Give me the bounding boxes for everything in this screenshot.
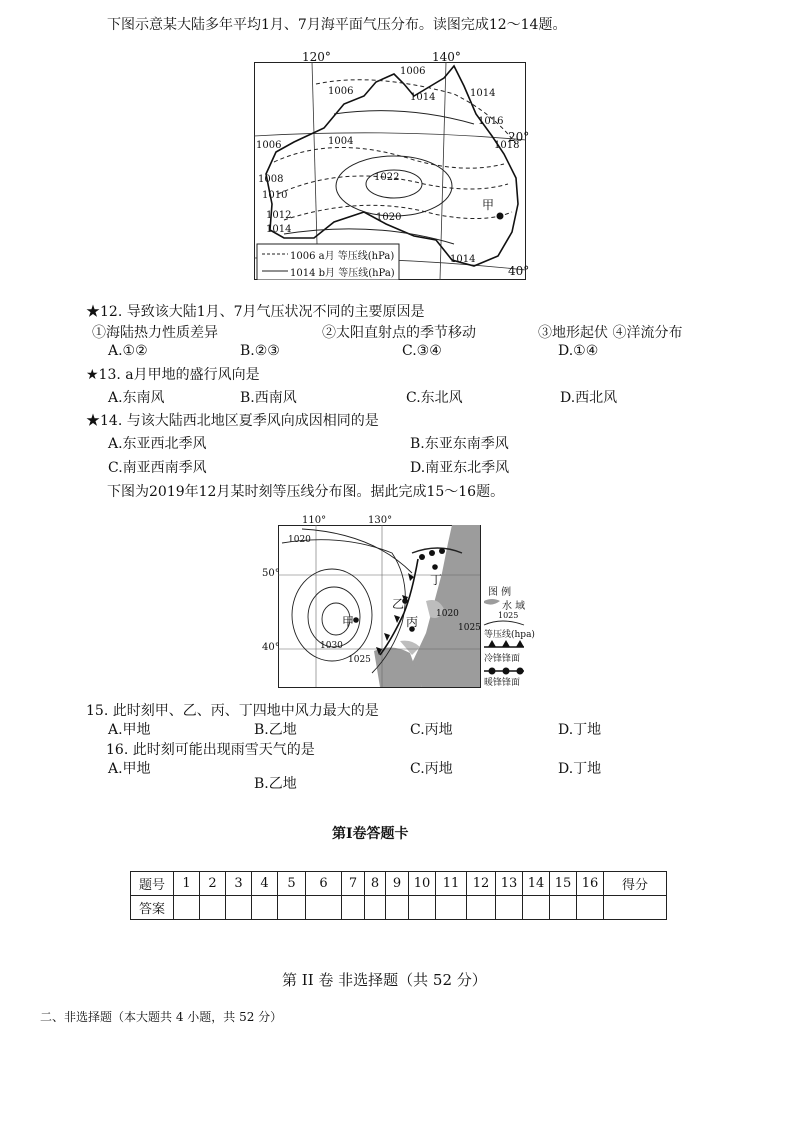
q13-stem: ★13. a月甲地的盛行风向是 xyxy=(86,367,260,383)
q15-option-b: B.乙地 xyxy=(254,722,297,738)
answer-cell[interactable] xyxy=(577,896,604,920)
q12-item-3: ③地形起伏 ④洋流分布 xyxy=(538,325,683,341)
isobar-label: 1018 xyxy=(494,140,520,151)
lon-label-130: 130° xyxy=(368,515,393,526)
isobar-label: 1016 xyxy=(478,116,504,127)
legend-warm-front: 暖锋锋面 xyxy=(484,678,521,688)
lon-label-110: 110° xyxy=(302,515,327,526)
answer-cell[interactable] xyxy=(436,896,467,920)
isobar-label: 1025 xyxy=(348,655,371,665)
answer-cell[interactable] xyxy=(365,896,386,920)
q15-stem: 15. 此时刻甲、乙、丙、丁四地中风力最大的是 xyxy=(86,703,379,719)
isobar-label: 1020 xyxy=(376,212,402,223)
question-number: 6 xyxy=(306,872,342,896)
q12-option-a: A.①② xyxy=(108,343,148,359)
isobar-label: 1012 xyxy=(266,210,292,221)
question-number: 12 xyxy=(467,872,496,896)
question-number: 7 xyxy=(342,872,365,896)
legend-a-month: 1006 a月 等压线(hPa) xyxy=(290,251,395,262)
isobar-label: 1004 xyxy=(328,136,354,147)
isobar-label: 1006 xyxy=(328,86,354,97)
question-number: 13 xyxy=(496,872,523,896)
q12-item-1: ①海陆热力性质差异 xyxy=(92,325,218,341)
q16-option-a: A.甲地 xyxy=(108,761,151,777)
q13-option-a: A.东南风 xyxy=(108,390,165,406)
q13-option-c: C.东北风 xyxy=(406,390,463,406)
q15-option-d: D.丁地 xyxy=(558,722,602,738)
answer-cell[interactable] xyxy=(467,896,496,920)
question-number: 9 xyxy=(386,872,409,896)
legend-cold-front: 冷锋锋面 xyxy=(484,654,521,664)
lat-label-50: 50° xyxy=(262,568,280,579)
q12-stem: ★12. 导致该大陆1月、7月气压状况不同的主要原因是 xyxy=(86,304,425,320)
row-label-number: 题号 xyxy=(131,872,174,896)
q14-option-d: D.南亚东北季风 xyxy=(410,460,510,476)
lat-label-40: 40° xyxy=(262,642,280,653)
intro-text-2: 下图为2019年12月某时刻等压线分布图。据此完成15～16题。 xyxy=(107,484,505,500)
lat-label-20: 20° xyxy=(508,130,530,144)
section2-heading: 二、非选择题（本大题共 4 小题，共 52 分） xyxy=(40,1010,283,1024)
question-number: 14 xyxy=(523,872,550,896)
q14-option-c: C.南亚西南季风 xyxy=(108,460,207,476)
q14-stem: ★14. 与该大陆西北地区夏季风向成因相同的是 xyxy=(86,413,379,429)
q16-stem: 16. 此时刻可能出现雨雪天气的是 xyxy=(106,742,315,758)
isobar-label: 1022 xyxy=(374,172,400,183)
score-cell[interactable] xyxy=(604,896,667,920)
legend-b-month: 1014 b月 等压线(hPa) xyxy=(290,268,395,279)
pressure-map-2 xyxy=(262,513,534,691)
legend-isobar: 等压线(hpa) xyxy=(484,630,535,640)
legend-isobar-value: 1025 xyxy=(498,611,519,620)
q13-option-d: D.西北风 xyxy=(560,390,618,406)
place-jia: 甲 xyxy=(482,198,495,212)
isobar-label: 1010 xyxy=(262,190,288,201)
lon-label-120: 120° xyxy=(302,50,331,64)
q12-option-c: C.③④ xyxy=(402,343,442,359)
question-number: 5 xyxy=(278,872,306,896)
isobar-label: 1014 xyxy=(470,88,496,99)
answer-cell[interactable] xyxy=(174,896,200,920)
isobar-label: 1025 xyxy=(458,623,481,633)
answer-cell[interactable] xyxy=(306,896,342,920)
answer-cell[interactable] xyxy=(409,896,436,920)
question-number: 10 xyxy=(409,872,436,896)
question-number: 15 xyxy=(550,872,577,896)
place-ding: 丁 xyxy=(430,573,443,587)
answer-cell[interactable] xyxy=(252,896,278,920)
place-yi: 乙 xyxy=(392,597,405,611)
isobar-label: 1030 xyxy=(320,641,343,651)
q16-option-b: B.乙地 xyxy=(254,776,297,792)
q15-option-a: A.甲地 xyxy=(108,722,151,738)
question-number: 11 xyxy=(436,872,467,896)
answer-cell[interactable] xyxy=(523,896,550,920)
question-number: 1 xyxy=(174,872,200,896)
isobar-label: 1020 xyxy=(288,535,311,545)
answer-cell[interactable] xyxy=(496,896,523,920)
q12-option-b: B.②③ xyxy=(240,343,280,359)
q15-option-c: C.丙地 xyxy=(410,722,453,738)
q14-option-a: A.东亚西北季风 xyxy=(108,436,207,452)
answer-cell[interactable] xyxy=(386,896,409,920)
isobar-label: 1006 xyxy=(256,140,282,151)
question-number: 4 xyxy=(252,872,278,896)
isobar-label: 1014 xyxy=(266,224,292,235)
question-number: 2 xyxy=(200,872,226,896)
q12-item-2: ②太阳直射点的季节移动 xyxy=(322,325,476,341)
answer-cell[interactable] xyxy=(200,896,226,920)
part2-title: 第 II 卷 非选择题（共 52 分） xyxy=(282,971,487,989)
legend-title: 图 例 xyxy=(488,587,512,598)
place-bing: 丙 xyxy=(406,615,419,629)
q16-option-c: C.丙地 xyxy=(410,761,453,777)
legend-water: 水 域 xyxy=(502,601,526,612)
isobar-label: 1014 xyxy=(450,254,476,265)
lon-label-140: 140° xyxy=(432,50,461,64)
q12-option-d: D.①④ xyxy=(558,343,599,359)
question-number: 16 xyxy=(577,872,604,896)
place-jia: 甲 xyxy=(342,615,355,629)
answer-cell[interactable] xyxy=(278,896,306,920)
row-label-answer: 答案 xyxy=(131,896,174,920)
q14-option-b: B.东亚东南季风 xyxy=(410,436,509,452)
isobar-label: 1008 xyxy=(258,174,284,185)
isobar-label: 1020 xyxy=(436,609,459,619)
answer-cell[interactable] xyxy=(342,896,365,920)
intro-text-1: 下图示意某大陆多年平均1月、7月海平面气压分布。读图完成12～14题。 xyxy=(107,17,567,33)
q13-option-b: B.西南风 xyxy=(240,390,297,406)
answer-cell[interactable] xyxy=(226,896,252,920)
answer-cell[interactable] xyxy=(550,896,577,920)
isobar-label: 1014 xyxy=(410,92,436,103)
answer-card-table xyxy=(130,871,667,920)
q16-option-d: D.丁地 xyxy=(558,761,602,777)
answer-card-title: 第Ⅰ卷答题卡 xyxy=(332,826,409,842)
isobar-label: 1006 xyxy=(400,66,426,77)
lat-label-40: 40° xyxy=(508,264,530,278)
pressure-map-1 xyxy=(254,44,528,280)
question-number: 3 xyxy=(226,872,252,896)
score-label: 得分 xyxy=(604,872,667,896)
question-number: 8 xyxy=(365,872,386,896)
